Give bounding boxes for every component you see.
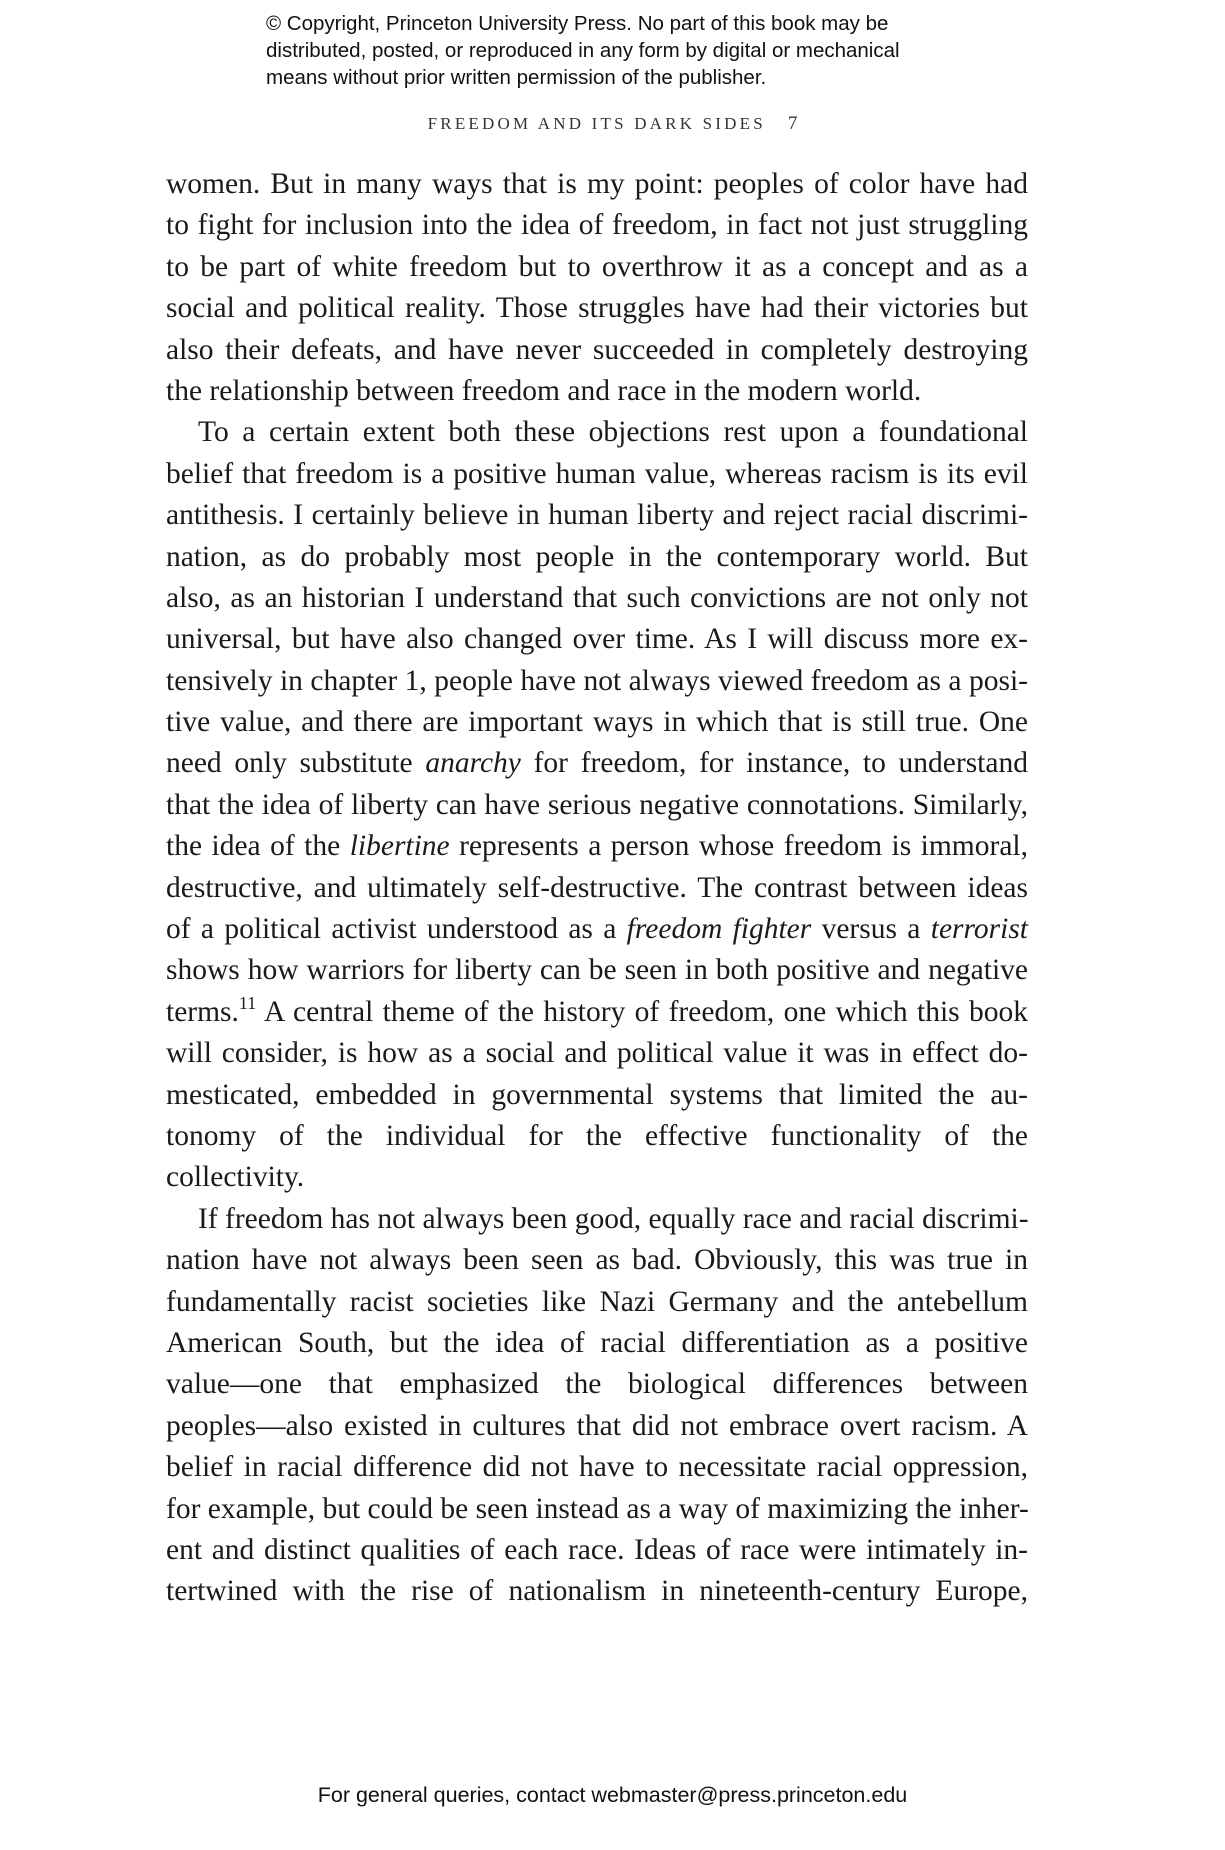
text-line: universal, but have also changed over time. As I will discuss more ex- bbox=[166, 623, 1028, 656]
text-line: peoples—also existed in cultures that did not embrace overt racism. A bbox=[166, 1409, 1028, 1442]
running-head bbox=[0, 113, 1225, 135]
italic-term: freedom fighter bbox=[626, 913, 812, 946]
text-line: mesticated, embedded in governmental systems that limited the au- bbox=[166, 1078, 1028, 1111]
text-line: destructive, and ultimately self-destructive. The contrast between ideas bbox=[166, 871, 1028, 904]
text-line bbox=[166, 826, 1028, 867]
text-line bbox=[166, 909, 1028, 950]
text-line: If freedom has not always been good, equally race and racial discrimi- bbox=[198, 1202, 1029, 1235]
text-line: American South, but the idea of racial differentiation as a positive bbox=[166, 1326, 1028, 1359]
text-line: for example, but could be seen instead as a way of maximizing the inher- bbox=[166, 1492, 1029, 1525]
text-line: To a certain extent both these objections rest upon a foundational bbox=[198, 416, 1028, 449]
copyright-line: means without prior written permission of the publisher. bbox=[266, 66, 767, 89]
text-line: tertwined with the rise of nationalism in nineteenth-century Europe, bbox=[166, 1575, 1028, 1608]
copyright-line: © Copyright, Princeton University Press. No part of this book may be bbox=[266, 12, 889, 35]
text-line: will consider, is how as a social and political value it was in effect do- bbox=[166, 1037, 1028, 1070]
text-line: fundamentally racist societies like Nazi Germany and the antebellum bbox=[166, 1285, 1028, 1318]
text-line: also, as an historian I understand that such convictions are not only not bbox=[166, 581, 1028, 614]
text-line: antithesis. I certainly believe in human liberty and reject racial discrimi- bbox=[166, 499, 1028, 532]
text-run: for freedom, for instance, to understand bbox=[520, 747, 1028, 780]
text-line: to fight for inclusion into the idea of freedom, in fact not just struggling bbox=[166, 209, 1028, 242]
text-line: collectivity. bbox=[166, 1161, 305, 1194]
text-line: to be part of white freedom but to overthrow it as a concept and as a bbox=[166, 250, 1028, 283]
text-line: ent and distinct qualities of each race. Ideas of race were intimately in- bbox=[166, 1533, 1028, 1566]
text-line bbox=[166, 743, 1028, 784]
italic-term: anarchy bbox=[425, 747, 521, 780]
text-line: social and political reality. Those struggles have had their victories but bbox=[166, 292, 1028, 325]
text-run: versus a bbox=[811, 913, 931, 946]
text-line: tive value, and there are important ways in which that is still true. One bbox=[166, 706, 1028, 739]
text-line: tonomy of the individual for the effective functionality of the bbox=[166, 1119, 1028, 1152]
text-line: nation have not always been seen as bad. Obviously, this was true in bbox=[166, 1244, 1028, 1277]
text-run: of a political activist understood as a bbox=[166, 913, 627, 946]
text-line: also their defeats, and have never succeeded in completely destroying bbox=[166, 333, 1028, 366]
text-line bbox=[166, 992, 1028, 1033]
running-head-title: FREEDOM AND ITS DARK SIDES bbox=[427, 114, 766, 133]
text-line: shows how warriors for liberty can be seen in both positive and negative bbox=[166, 954, 1028, 987]
text-line: belief that freedom is a positive human value, whereas racism is its evil bbox=[166, 457, 1028, 490]
text-line: the relationship between freedom and race in the modern world. bbox=[166, 374, 922, 407]
text-line: that the idea of liberty can have serious negative connotations. Similarly, bbox=[166, 788, 1028, 821]
text-run: represents a person whose freedom is immoral, bbox=[449, 830, 1028, 863]
copyright-line: distributed, posted, or reproduced in any form by digital or mechanical bbox=[266, 39, 900, 62]
italic-term: libertine bbox=[349, 830, 450, 863]
text-run: the idea of the bbox=[166, 830, 350, 863]
text-line: nation, as do probably most people in the contemporary world. But bbox=[166, 540, 1028, 573]
text-run: need only substitute bbox=[166, 747, 426, 780]
italic-term: terrorist bbox=[930, 913, 1029, 946]
copyright-notice bbox=[266, 10, 1026, 91]
text-line: tensively in chapter 1, people have not always viewed freedom as a posi- bbox=[166, 664, 1028, 697]
text-line: value—one that emphasized the biological differences between bbox=[166, 1368, 1028, 1401]
footer-contact: For general queries, contact webmaster@press.princeton.edu bbox=[317, 1783, 908, 1807]
body-text bbox=[166, 164, 1028, 1613]
text-run: terms. bbox=[166, 995, 239, 1028]
text-run: A central theme of the history of freedom, one which this book bbox=[256, 995, 1028, 1028]
text-line: women. But in many ways that is my point: peoples of color have had bbox=[166, 168, 1028, 200]
page-number: 7 bbox=[787, 113, 798, 134]
text-line: belief in racial difference did not have to necessitate racial oppression, bbox=[166, 1451, 1028, 1484]
footnote-reference: 11 bbox=[238, 992, 257, 1013]
